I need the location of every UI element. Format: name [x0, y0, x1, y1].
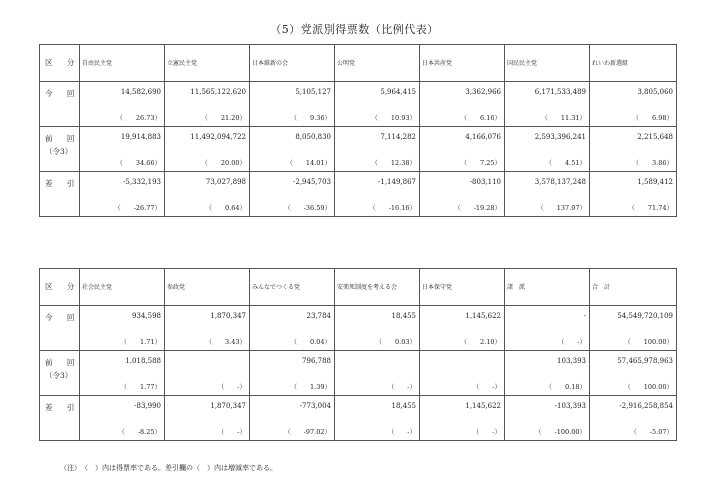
vote-count: 2,215,648: [637, 133, 673, 141]
vote-percent: （ -）: [217, 383, 246, 391]
row-label: 今 回: [45, 89, 81, 98]
vote-percent: （ 34.66）: [116, 159, 161, 167]
vote-count: -83,990: [134, 402, 161, 410]
vote-count: 1,870,347: [210, 402, 246, 410]
data-cell: [505, 396, 590, 441]
party-header-cell: [250, 45, 335, 82]
vote-count: 19,914,883: [120, 133, 161, 141]
vote-percent: （ 137.97）: [537, 204, 586, 212]
table-row: [40, 172, 677, 217]
vote-table-1: [39, 44, 677, 217]
data-cell: [80, 306, 165, 351]
vote-count: 7,114,282: [380, 133, 416, 141]
data-cell: [165, 127, 250, 172]
vote-percent: （ 7.25）: [460, 159, 501, 167]
data-cell: [80, 396, 165, 441]
vote-percent: （ -97.02）: [284, 428, 331, 436]
vote-count: -2,945,703: [293, 178, 331, 186]
vote-count: 796,788: [302, 357, 331, 365]
data-cell: [420, 172, 505, 217]
row-sublabel: （令3）: [45, 371, 73, 380]
vote-percent: （ 0.03）: [375, 338, 416, 346]
vote-percent: （ -）: [472, 383, 501, 391]
vote-table-2: [39, 268, 677, 441]
vote-count: 3,578,137,248: [534, 178, 586, 186]
data-cell: [590, 82, 677, 127]
data-cell: [590, 396, 677, 441]
vote-count: 5,105,127: [295, 88, 331, 96]
vote-percent: （ 4.51）: [545, 159, 586, 167]
vote-count: 18,455: [391, 402, 416, 410]
party-name: 日本共産党: [422, 60, 453, 67]
vote-percent: （ 12.38）: [371, 159, 416, 167]
data-cell: [505, 127, 590, 172]
header-label-cell: [40, 269, 80, 306]
party-name: 国民民主党: [507, 60, 538, 67]
vote-count: 3,805,060: [637, 88, 673, 96]
data-cell: [250, 82, 335, 127]
row-label-cell: [40, 127, 80, 172]
vote-count: 18,455: [391, 312, 416, 320]
data-cell: [165, 172, 250, 217]
data-cell: [80, 172, 165, 217]
row-label-cell: [40, 82, 80, 127]
data-cell: [80, 351, 165, 396]
data-cell: [80, 127, 165, 172]
vote-count: -1,149,867: [378, 178, 416, 186]
data-cell: [165, 351, 250, 396]
vote-percent: （ -100.00）: [535, 428, 586, 436]
vote-count: 57,465,978,963: [617, 357, 673, 365]
vote-count: -803,110: [469, 178, 501, 186]
vote-count: 6,171,533,489: [534, 88, 586, 96]
header-label: 区 分: [45, 282, 81, 291]
data-cell: [420, 396, 505, 441]
vote-count: 11,492,094,722: [190, 133, 246, 141]
vote-percent: （ -）: [472, 428, 501, 436]
vote-percent: （ 26.73）: [116, 114, 161, 122]
party-name: 自由民主党: [82, 60, 113, 67]
party-name: 諸 派: [507, 284, 526, 291]
vote-count: 1,145,622: [465, 312, 501, 320]
data-cell: [250, 127, 335, 172]
party-header-cell: [165, 45, 250, 82]
vote-count: 8,050,830: [295, 133, 331, 141]
row-label: 今 回: [45, 313, 81, 322]
footnote: （注） （ ）内は得票率である。差引欄の（ ）内は増減率である。: [60, 464, 277, 472]
vote-count: 73,027,898: [205, 178, 246, 186]
party-header-cell: [590, 269, 677, 306]
party-name: 日本維新の会: [252, 60, 289, 67]
vote-percent: （ 0.64）: [205, 204, 246, 212]
vote-count: 5,964,415: [380, 88, 416, 96]
vote-count: -5,332,193: [123, 178, 161, 186]
vote-percent: （ 10.93）: [371, 114, 416, 122]
data-cell: [250, 306, 335, 351]
data-cell: [165, 82, 250, 127]
vote-count: -103,393: [554, 402, 586, 410]
vote-percent: （ 2.10）: [460, 338, 501, 346]
row-label-cell: [40, 396, 80, 441]
data-cell: [335, 351, 420, 396]
data-cell: [590, 306, 677, 351]
vote-count: -: [583, 312, 586, 320]
party-name: 立憲民主党: [167, 60, 198, 67]
party-name: れいわ新選組: [592, 60, 629, 67]
row-label-cell: [40, 306, 80, 351]
row-label: 前 回: [45, 358, 81, 367]
data-cell: [80, 82, 165, 127]
vote-percent: （ 6.16）: [460, 114, 501, 122]
party-header-cell: [420, 269, 505, 306]
header-label-cell: [40, 45, 80, 82]
data-cell: [590, 351, 677, 396]
data-cell: [420, 82, 505, 127]
vote-percent: （ 100.00）: [624, 383, 673, 391]
data-cell: [505, 306, 590, 351]
vote-count: 23,784: [306, 312, 331, 320]
vote-percent: （ 3.43）: [205, 338, 246, 346]
data-cell: [335, 396, 420, 441]
party-header-cell: [335, 45, 420, 82]
party-header-cell: [420, 45, 505, 82]
data-cell: [420, 306, 505, 351]
vote-count: -2,916,258,854: [619, 402, 673, 410]
party-name: 合 計: [592, 284, 611, 291]
vote-count: 1,589,412: [637, 178, 673, 186]
party-header-cell: [505, 45, 590, 82]
vote-percent: （ -19.28）: [454, 204, 501, 212]
table-row: [40, 82, 677, 127]
party-name: 日本保守党: [422, 284, 453, 291]
vote-percent: （ 0.04）: [290, 338, 331, 346]
vote-count: 1,145,622: [465, 402, 501, 410]
row-label: 前 回: [45, 134, 81, 143]
vote-percent: （ -）: [387, 383, 416, 391]
party-name: 公明党: [337, 60, 356, 67]
table-row: [40, 306, 677, 351]
vote-percent: （ -）: [217, 428, 246, 436]
vote-percent: （ 20.00）: [201, 159, 246, 167]
vote-percent: （ 6.98）: [632, 114, 673, 122]
data-cell: [590, 172, 677, 217]
party-header-cell: [335, 269, 420, 306]
vote-percent: （ -36.59）: [284, 204, 331, 212]
data-cell: [250, 172, 335, 217]
row-label-cell: [40, 351, 80, 396]
row-sublabel: （令3）: [45, 147, 73, 156]
page-title: （5）党派別得票数（比例代表）: [270, 23, 439, 36]
table-row: [40, 351, 677, 396]
party-header-cell: [505, 269, 590, 306]
table-row: [40, 127, 677, 172]
vote-percent: （ 21.20）: [201, 114, 246, 122]
vote-count: 2,593,396,241: [534, 133, 586, 141]
vote-count: 1,018,588: [125, 357, 161, 365]
vote-percent: （ 3.86）: [632, 159, 673, 167]
vote-percent: （ -5.07）: [630, 428, 673, 436]
vote-percent: （ -26.77）: [114, 204, 161, 212]
row-label: 差 引: [45, 403, 81, 412]
vote-count: 934,598: [132, 312, 161, 320]
vote-count: -773,004: [299, 402, 331, 410]
data-cell: [505, 82, 590, 127]
data-cell: [420, 127, 505, 172]
vote-count: 14,582,690: [120, 88, 161, 96]
data-cell: [505, 351, 590, 396]
vote-percent: （ 14.01）: [286, 159, 331, 167]
vote-percent: （ 0.18）: [545, 383, 586, 391]
data-cell: [590, 127, 677, 172]
vote-percent: （ -）: [387, 428, 416, 436]
party-header-cell: [80, 269, 165, 306]
party-header-cell: [250, 269, 335, 306]
party-name: 安楽死制度を考える会: [337, 284, 398, 291]
party-header-cell: [165, 269, 250, 306]
header-row: [40, 269, 677, 306]
data-cell: [165, 396, 250, 441]
data-cell: [250, 351, 335, 396]
party-header-cell: [590, 45, 677, 82]
vote-percent: （ 71.74）: [628, 204, 673, 212]
data-cell: [250, 396, 335, 441]
vote-count: 11,565,122,620: [190, 88, 246, 96]
vote-count: 103,393: [557, 357, 586, 365]
vote-percent: （ 9.36）: [290, 114, 331, 122]
table-row: [40, 396, 677, 441]
data-cell: [335, 306, 420, 351]
vote-percent: （ 1.39）: [290, 383, 331, 391]
data-cell: [335, 82, 420, 127]
data-cell: [165, 306, 250, 351]
data-cell: [335, 127, 420, 172]
vote-percent: （ -8.25）: [118, 428, 161, 436]
party-name: 社会民主党: [82, 284, 113, 291]
vote-percent: （ 100.00）: [624, 338, 673, 346]
vote-count: 54,549,720,109: [617, 312, 673, 320]
vote-percent: （ -）: [557, 338, 586, 346]
data-cell: [505, 172, 590, 217]
party-header-cell: [80, 45, 165, 82]
header-label: 区 分: [45, 58, 81, 67]
party-name: 参政党: [167, 284, 186, 291]
vote-percent: （ 1.77）: [120, 383, 161, 391]
row-label-cell: [40, 172, 80, 217]
vote-count: 3,362,966: [465, 88, 501, 96]
vote-count: 4,166,076: [465, 133, 501, 141]
vote-percent: （ 11.31）: [541, 114, 586, 122]
party-name: みんなでつくる党: [252, 284, 301, 291]
row-label: 差 引: [45, 179, 81, 188]
header-row: [40, 45, 677, 82]
data-cell: [420, 351, 505, 396]
vote-percent: （ -16.16）: [369, 204, 416, 212]
vote-percent: （ 1.71）: [120, 338, 161, 346]
data-cell: [335, 172, 420, 217]
vote-count: 1,870,347: [210, 312, 246, 320]
